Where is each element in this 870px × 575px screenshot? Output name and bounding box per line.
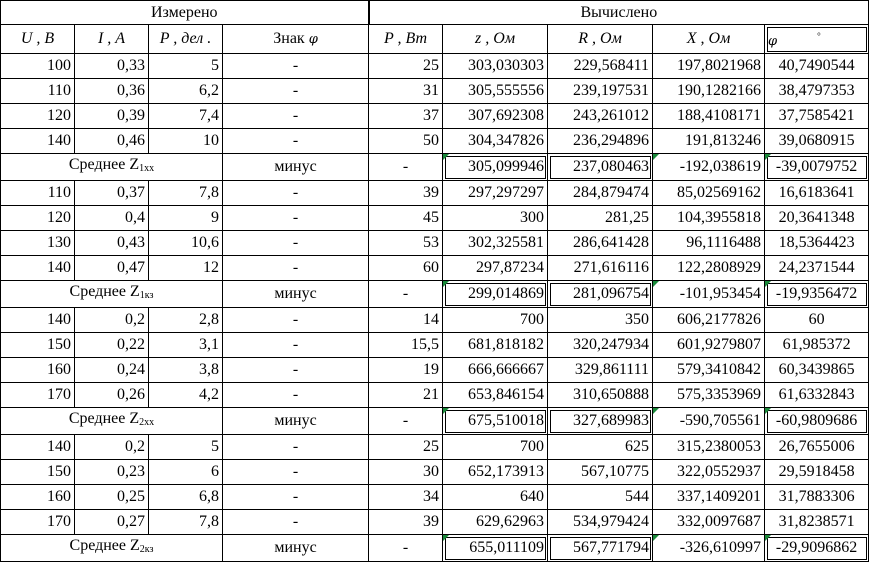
table-row (1, 358, 869, 383)
average-x[interactable]: -326,610997 (653, 535, 765, 562)
cell-i[interactable]: 0,33 (75, 54, 149, 79)
average-label-text: Среднее Z (68, 156, 140, 173)
cell-phi[interactable]: 29,5918458 (765, 460, 869, 485)
cell-r[interactable]: 534,979424 (548, 510, 653, 535)
cell-r[interactable]: 239,197531 (548, 79, 653, 104)
average-z[interactable]: 305,099946 (443, 154, 548, 181)
cell-u[interactable]: 110 (1, 181, 75, 206)
cell-sign[interactable]: - (223, 435, 369, 460)
average-sign[interactable]: минус (223, 408, 369, 435)
cell-z[interactable]: 652,173913 (443, 460, 548, 485)
col-header-p-div[interactable]: P , дел . (149, 25, 223, 54)
average-r[interactable]: 567,771794 (548, 535, 653, 562)
cell-p-div[interactable]: 6,2 (149, 79, 223, 104)
cell-z[interactable]: 303,030303 (443, 54, 548, 79)
cell-z[interactable]: 304,347826 (443, 129, 548, 154)
cell-p-w[interactable]: 39 (369, 181, 443, 206)
average-label-text: Среднее Z (68, 410, 140, 427)
cell-phi[interactable]: 31,8238571 (765, 510, 869, 535)
cell-r[interactable]: 320,247934 (548, 333, 653, 358)
cell-z[interactable]: 681,818182 (443, 333, 548, 358)
cell-p-div[interactable]: 5 (149, 435, 223, 460)
cell-phi[interactable]: 60 (765, 308, 869, 333)
table-row (1, 104, 869, 129)
cell-p-div[interactable]: 3,1 (149, 333, 223, 358)
measured-header[interactable]: Измерено (1, 1, 369, 25)
average-row (1, 535, 869, 562)
cell-phi[interactable]: 31,7883306 (765, 485, 869, 510)
cell-x[interactable]: 122,2808929 (653, 256, 765, 281)
average-p-w[interactable]: - (369, 281, 443, 308)
cell-u[interactable]: 140 (1, 435, 75, 460)
average-x[interactable]: -101,953454 (653, 281, 765, 308)
table-row (1, 333, 869, 358)
table-row (1, 460, 869, 485)
cell-p-w[interactable]: 37 (369, 104, 443, 129)
cell-phi[interactable]: 60,3439865 (765, 358, 869, 383)
cell-r[interactable]: 329,861111 (548, 358, 653, 383)
cell-u[interactable]: 130 (1, 231, 75, 256)
cell-p-w[interactable]: 50 (369, 129, 443, 154)
cell-u[interactable]: 150 (1, 460, 75, 485)
cell-r[interactable]: 271,616116 (548, 256, 653, 281)
average-label[interactable] (1, 281, 223, 308)
cell-r[interactable]: 286,641428 (548, 231, 653, 256)
average-sign[interactable]: минус (223, 535, 369, 562)
cell-x[interactable]: 337,1409201 (653, 485, 765, 510)
cell-phi[interactable]: 37,7585421 (765, 104, 869, 129)
cell-sign[interactable]: - (223, 333, 369, 358)
cell-z[interactable]: 307,692308 (443, 104, 548, 129)
average-label-text: Среднее Z (69, 537, 140, 554)
cell-sign[interactable]: - (223, 54, 369, 79)
cell-p-w[interactable]: 39 (369, 510, 443, 535)
cell-p-w[interactable]: 30 (369, 460, 443, 485)
table-row (1, 510, 869, 535)
cell-u[interactable]: 170 (1, 510, 75, 535)
cell-p-w[interactable]: 25 (369, 435, 443, 460)
average-r[interactable]: 237,080463 (548, 154, 653, 181)
cell-p-w[interactable]: 34 (369, 485, 443, 510)
cell-i[interactable]: 0,47 (75, 256, 149, 281)
cell-r[interactable]: 236,294896 (548, 129, 653, 154)
cell-p-div[interactable]: 7,8 (149, 510, 223, 535)
cell-i[interactable]: 0,43 (75, 231, 149, 256)
cell-u[interactable]: 120 (1, 104, 75, 129)
cell-i[interactable]: 0,2 (75, 435, 149, 460)
cell-x[interactable]: 315,2380053 (653, 435, 765, 460)
cell-z[interactable]: 653,846154 (443, 383, 548, 408)
average-p-w[interactable]: - (369, 535, 443, 562)
cell-x[interactable]: 190,1282166 (653, 79, 765, 104)
average-phi[interactable]: -29,9096862 (765, 535, 869, 562)
cell-z[interactable]: 700 (443, 308, 548, 333)
cell-r[interactable]: 310,650888 (548, 383, 653, 408)
cell-p-w[interactable]: 15,5 (369, 333, 443, 358)
cell-p-w[interactable]: 60 (369, 256, 443, 281)
average-label-subscript: 2хх (139, 417, 155, 428)
average-phi[interactable]: -60,9809686 (765, 408, 869, 435)
cell-p-w[interactable]: 31 (369, 79, 443, 104)
average-label-subscript: 1хх (139, 163, 155, 174)
cell-u[interactable]: 120 (1, 206, 75, 231)
average-label[interactable] (1, 408, 223, 435)
cell-r[interactable]: 544 (548, 485, 653, 510)
cell-r[interactable]: 625 (548, 435, 653, 460)
average-row (1, 154, 869, 181)
cell-u[interactable]: 160 (1, 485, 75, 510)
table-row (1, 181, 869, 206)
table-row (1, 308, 869, 333)
degree-symbol: ° (817, 31, 821, 41)
average-phi[interactable]: -39,0079752 (765, 154, 869, 181)
table-row (1, 256, 869, 281)
col-header-sign[interactable] (223, 25, 369, 54)
cell-p-w[interactable]: 53 (369, 231, 443, 256)
cell-phi[interactable]: 38,4797353 (765, 79, 869, 104)
cell-i[interactable]: 0,27 (75, 510, 149, 535)
col-header-z[interactable]: z , Ом (443, 25, 548, 54)
cell-phi[interactable]: 39,0680915 (765, 129, 869, 154)
average-x[interactable]: -590,705561 (653, 408, 765, 435)
cell-phi[interactable]: 61,6332843 (765, 383, 869, 408)
col-header-p-w[interactable]: P , Вт (369, 25, 443, 54)
phi-symbol: φ (308, 31, 318, 47)
cell-x[interactable]: 601,9279807 (653, 333, 765, 358)
cell-x[interactable]: 606,2177826 (653, 308, 765, 333)
cell-p-w[interactable]: 21 (369, 383, 443, 408)
average-p-w[interactable]: - (369, 408, 443, 435)
cell-x[interactable]: 191,813246 (653, 129, 765, 154)
cell-u[interactable]: 140 (1, 256, 75, 281)
cell-r[interactable]: 350 (548, 308, 653, 333)
cell-r[interactable]: 229,568411 (548, 54, 653, 79)
cell-p-w[interactable]: 14 (369, 308, 443, 333)
cell-u[interactable]: 110 (1, 79, 75, 104)
average-label[interactable] (1, 535, 223, 562)
average-label-subscript: 2кз (139, 544, 154, 555)
cell-z[interactable]: 640 (443, 485, 548, 510)
cell-r[interactable]: 567,10775 (548, 460, 653, 485)
average-label-text: Среднее Z (69, 283, 140, 300)
cell-x[interactable]: 188,4108171 (653, 104, 765, 129)
average-row (1, 408, 869, 435)
cell-u[interactable]: 170 (1, 383, 75, 408)
table-row (1, 129, 869, 154)
cell-phi[interactable]: 40,7490544 (765, 54, 869, 79)
cell-p-div[interactable]: 6,8 (149, 485, 223, 510)
cell-z[interactable]: 297,87234 (443, 256, 548, 281)
average-x[interactable]: -192,038619 (653, 154, 765, 181)
cell-i[interactable]: 0,26 (75, 383, 149, 408)
cell-z[interactable]: 666,666667 (443, 358, 548, 383)
cell-i[interactable]: 0,46 (75, 129, 149, 154)
cell-sign[interactable]: - (223, 308, 369, 333)
cell-i[interactable]: 0,37 (75, 181, 149, 206)
cell-u[interactable]: 150 (1, 333, 75, 358)
table-row (1, 206, 869, 231)
cell-p-w[interactable]: 19 (369, 358, 443, 383)
cell-u[interactable]: 100 (1, 54, 75, 79)
cell-p-div[interactable]: 10,6 (149, 231, 223, 256)
cell-x[interactable]: 322,0552937 (653, 460, 765, 485)
cell-p-div[interactable]: 10 (149, 129, 223, 154)
cell-p-div[interactable]: 6 (149, 460, 223, 485)
table-row (1, 79, 869, 104)
cell-z[interactable]: 300 (443, 206, 548, 231)
cell-z[interactable]: 302,325581 (443, 231, 548, 256)
computed-header[interactable]: Вычислено (369, 1, 869, 25)
cell-p-w[interactable]: 25 (369, 54, 443, 79)
cell-sign[interactable]: - (223, 383, 369, 408)
col-header-phi[interactable] (765, 25, 869, 54)
header-row-columns (1, 25, 869, 54)
cell-r[interactable]: 281,25 (548, 206, 653, 231)
cell-x[interactable]: 332,0097687 (653, 510, 765, 535)
cell-u[interactable]: 160 (1, 358, 75, 383)
cell-sign[interactable]: - (223, 358, 369, 383)
cell-x[interactable]: 575,3353969 (653, 383, 765, 408)
phi-symbol: φ (768, 34, 778, 49)
cell-x[interactable]: 104,3955818 (653, 206, 765, 231)
average-r[interactable]: 327,689983 (548, 408, 653, 435)
average-sign[interactable]: минус (223, 281, 369, 308)
cell-phi[interactable]: 20,3641348 (765, 206, 869, 231)
average-phi[interactable]: -19,9356472 (765, 281, 869, 308)
col-header-u[interactable]: U , В (1, 25, 75, 54)
header-row-groups (1, 1, 869, 25)
average-label[interactable] (1, 154, 223, 181)
cell-sign[interactable]: - (223, 104, 369, 129)
col-header-r[interactable]: R , Ом (548, 25, 653, 54)
cell-x[interactable]: 579,3410842 (653, 358, 765, 383)
table-row (1, 435, 869, 460)
cell-u[interactable]: 140 (1, 308, 75, 333)
cell-sign[interactable]: - (223, 129, 369, 154)
cell-r[interactable]: 243,261012 (548, 104, 653, 129)
cell-sign[interactable]: - (223, 510, 369, 535)
cell-p-div[interactable]: 9 (149, 206, 223, 231)
cell-phi[interactable]: 24,2371544 (765, 256, 869, 281)
sign-label: Знак (273, 29, 305, 47)
average-sign[interactable]: минус (223, 154, 369, 181)
average-r[interactable]: 281,096754 (548, 281, 653, 308)
cell-sign[interactable]: - (223, 206, 369, 231)
cell-z[interactable]: 305,555556 (443, 79, 548, 104)
cell-phi[interactable]: 61,985372 (765, 333, 869, 358)
average-row (1, 281, 869, 308)
table-row (1, 383, 869, 408)
col-header-x[interactable]: X , Ом (653, 25, 765, 54)
cell-phi[interactable]: 16,6183641 (765, 181, 869, 206)
cell-sign[interactable]: - (223, 79, 369, 104)
cell-i[interactable]: 0,2 (75, 308, 149, 333)
average-z[interactable]: 299,014869 (443, 281, 548, 308)
cell-p-div[interactable]: 2,8 (149, 308, 223, 333)
average-z[interactable]: 655,011109 (443, 535, 548, 562)
table-row (1, 485, 869, 510)
cell-p-div[interactable]: 4,2 (149, 383, 223, 408)
cell-p-div[interactable]: 7,8 (149, 181, 223, 206)
cell-r[interactable]: 284,879474 (548, 181, 653, 206)
cell-z[interactable]: 297,297297 (443, 181, 548, 206)
average-z[interactable]: 675,510018 (443, 408, 548, 435)
cell-z[interactable]: 700 (443, 435, 548, 460)
cell-z[interactable]: 629,62963 (443, 510, 548, 535)
cell-p-div[interactable]: 12 (149, 256, 223, 281)
cell-sign[interactable]: - (223, 181, 369, 206)
cell-p-w[interactable]: 45 (369, 206, 443, 231)
cell-sign[interactable]: - (223, 485, 369, 510)
cell-phi[interactable]: 26,7655006 (765, 435, 869, 460)
cell-i[interactable]: 0,4 (75, 206, 149, 231)
cell-i[interactable]: 0,25 (75, 485, 149, 510)
cell-i[interactable]: 0,39 (75, 104, 149, 129)
average-label-subscript: 1кз (139, 290, 154, 301)
cell-x[interactable]: 85,02569162 (653, 181, 765, 206)
cell-x[interactable]: 96,1116488 (653, 231, 765, 256)
cell-sign[interactable]: - (223, 231, 369, 256)
cell-sign[interactable]: - (223, 460, 369, 485)
cell-i[interactable]: 0,22 (75, 333, 149, 358)
cell-i[interactable]: 0,23 (75, 460, 149, 485)
table-row (1, 231, 869, 256)
cell-p-div[interactable]: 3,8 (149, 358, 223, 383)
col-header-i[interactable]: I , А (75, 25, 149, 54)
cell-i[interactable]: 0,36 (75, 79, 149, 104)
table-row (1, 54, 869, 79)
cell-p-div[interactable]: 7,4 (149, 104, 223, 129)
cell-x[interactable]: 197,8021968 (653, 54, 765, 79)
cell-phi[interactable]: 18,5364423 (765, 231, 869, 256)
cell-u[interactable]: 140 (1, 129, 75, 154)
average-p-w[interactable]: - (369, 154, 443, 181)
cell-sign[interactable]: - (223, 256, 369, 281)
cell-p-div[interactable]: 5 (149, 54, 223, 79)
cell-i[interactable]: 0,24 (75, 358, 149, 383)
